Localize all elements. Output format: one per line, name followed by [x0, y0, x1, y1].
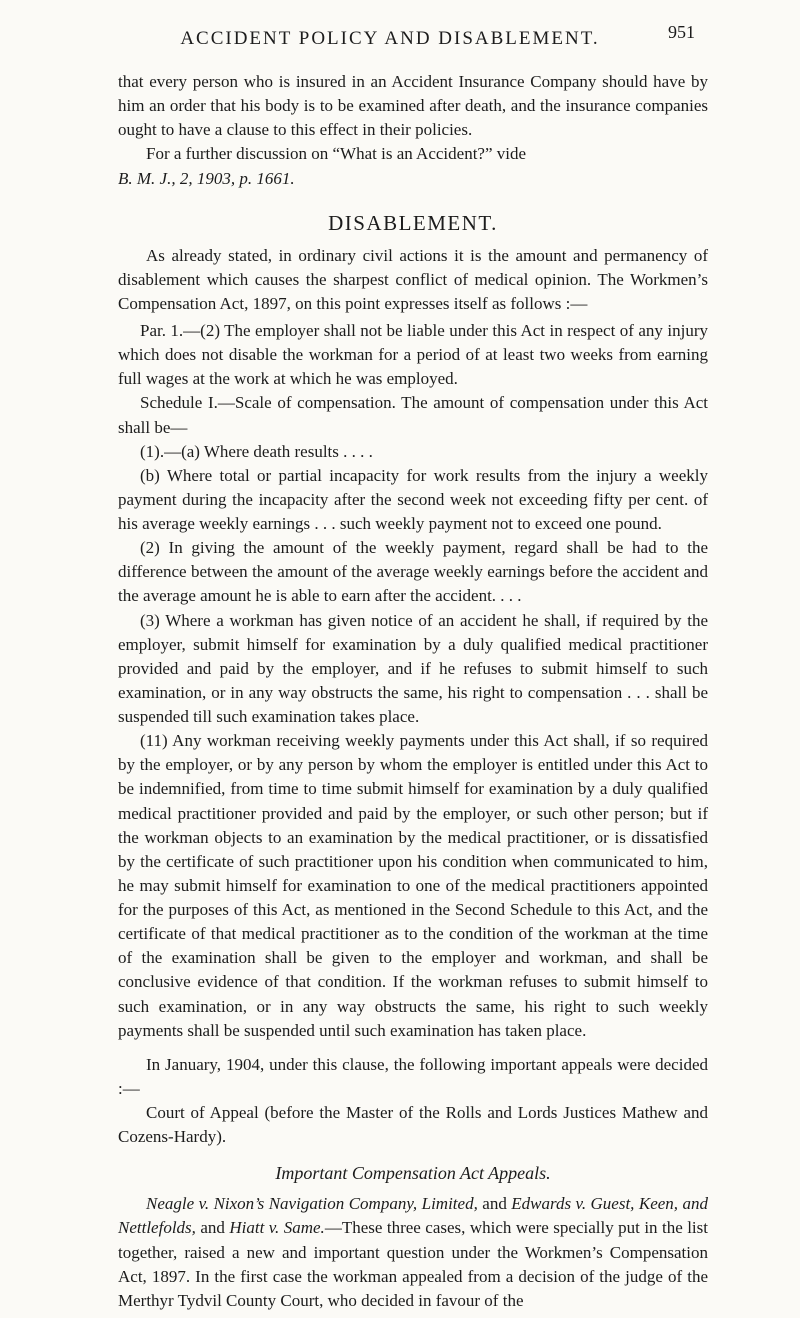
- act-paragraph: (1).—(a) Where death results . . . .: [140, 441, 373, 461]
- bmj-reference: B. M. J., 2, 1903, p. 1661.: [118, 168, 295, 188]
- further-discussion-reference: [118, 167, 708, 191]
- important-appeals-heading: Important Compensation Act Appeals.: [275, 1163, 551, 1184]
- conjunction: and: [195, 1218, 230, 1238]
- act-paragraph: (b) Where total or partial incapacity for work results from the injury a weekly payment during the incapacity after the second week not exceeding fifty per cent. of his average weekly earnings . . . such weekly payment not to exceed one pound.: [118, 465, 708, 533]
- act-paragraph: (2) In giving the amount of the weekly payment, regard shall be had to the difference between the amount of the average weekly earnings before the accident and the average amount he is able to earn after the accident. . . .: [118, 538, 708, 606]
- act-paragraph: (3) Where a workman has given notice of an accident he shall, if required by the employer, submit himself for examination by a duly qualified medical practitioner provided and paid by the employer, and if he refuses to submit himself to such examination, or in any way obstructs the same, his right to compensation . . . shall be suspended till such examination takes place.: [118, 610, 708, 726]
- disablement-paragraph: As already stated, in ordinary civil actions it is the amount and permanency of disablement which causes the sharpest conflict of medical opinion. The Workmen’s Compensation Act, 1897, on this point expresses itself as follows :—: [118, 245, 708, 313]
- further-discussion-text: For a further discussion on “What is an Accident?” vide: [146, 144, 527, 164]
- act-paragraph: Par. 1.—(2) The employer shall not be liable under this Act in respect of any injury which does not disable the workman for a period of at least two weeks from earning full wages at the work at which he was employed.: [118, 321, 708, 389]
- page-number: 951: [668, 22, 695, 42]
- intro-paragraph: that every person who is insured in an Accident Insurance Company should have by him an order that his body is to be examined after death, and the insurance companies ought to have a clause to this effect in their policies.: [118, 72, 708, 140]
- conjunction: and: [477, 1194, 512, 1214]
- disablement-heading: DISABLEMENT.: [328, 210, 498, 235]
- case-name: Edwards v. Guest, Keen, and Nettlefolds,: [118, 1194, 708, 1238]
- running-head: ACCIDENT POLICY AND DISABLEMENT.: [180, 28, 600, 49]
- act-paragraph: (11) Any workman receiving weekly payments under this Act shall, if so required by the employer, or by any person by whom the employer is entitled under this Act to be indemnified, from time to time submit himself for examination by a duly qualified medical practitioner provided and paid by the employer, or such other person; but if the workman objects to an examination by the medical practitioner, or is dissatisfied by the certificate of such practitioner upon his condition when communicated to him, he may submit himself for examination to one of the medical practitioners appointed for the purposes of this Act, as mentioned in the Second Schedule to this Act, and the certificate of that medical practitioner as to the condition of the workman at the time of the examination shall be given to the employer and workman, and shall be conclusive evidence of that condition. If the workman refuses to submit himself to such examination, or in any way obstructs the same, his right to such weekly payments shall be suspended until such examination has taken place.: [118, 731, 708, 1040]
- case-name: Hiatt v. Same.: [229, 1218, 325, 1238]
- further-discussion-line: [118, 142, 708, 166]
- cases-paragraph: [118, 1192, 708, 1313]
- court-line: Court of Appeal (before the Master of the Rolls and Lords Justices Mathew and Cozens-Hardy).: [118, 1103, 708, 1147]
- case-name: Neagle v. Nixon’s Navigation Company, Limited,: [146, 1194, 478, 1214]
- appeals-paragraph: In January, 1904, under this clause, the following important appeals were decided :—: [118, 1054, 708, 1098]
- page-body: [118, 70, 708, 1313]
- act-paragraph: Schedule I.—Scale of compensation. The amount of compensation under this Act shall be—: [118, 393, 708, 437]
- cases-text: —These three cases, which were specially put in the list together, raised a new and important question under the Workmen’s Compensation Act, 1897. In the first case the workman appealed from a decision of the judge of the Merthyr Tydvil County Court, who decided in favour of the: [118, 1218, 708, 1310]
- act-extract: [118, 319, 708, 1043]
- page-header: [0, 22, 800, 58]
